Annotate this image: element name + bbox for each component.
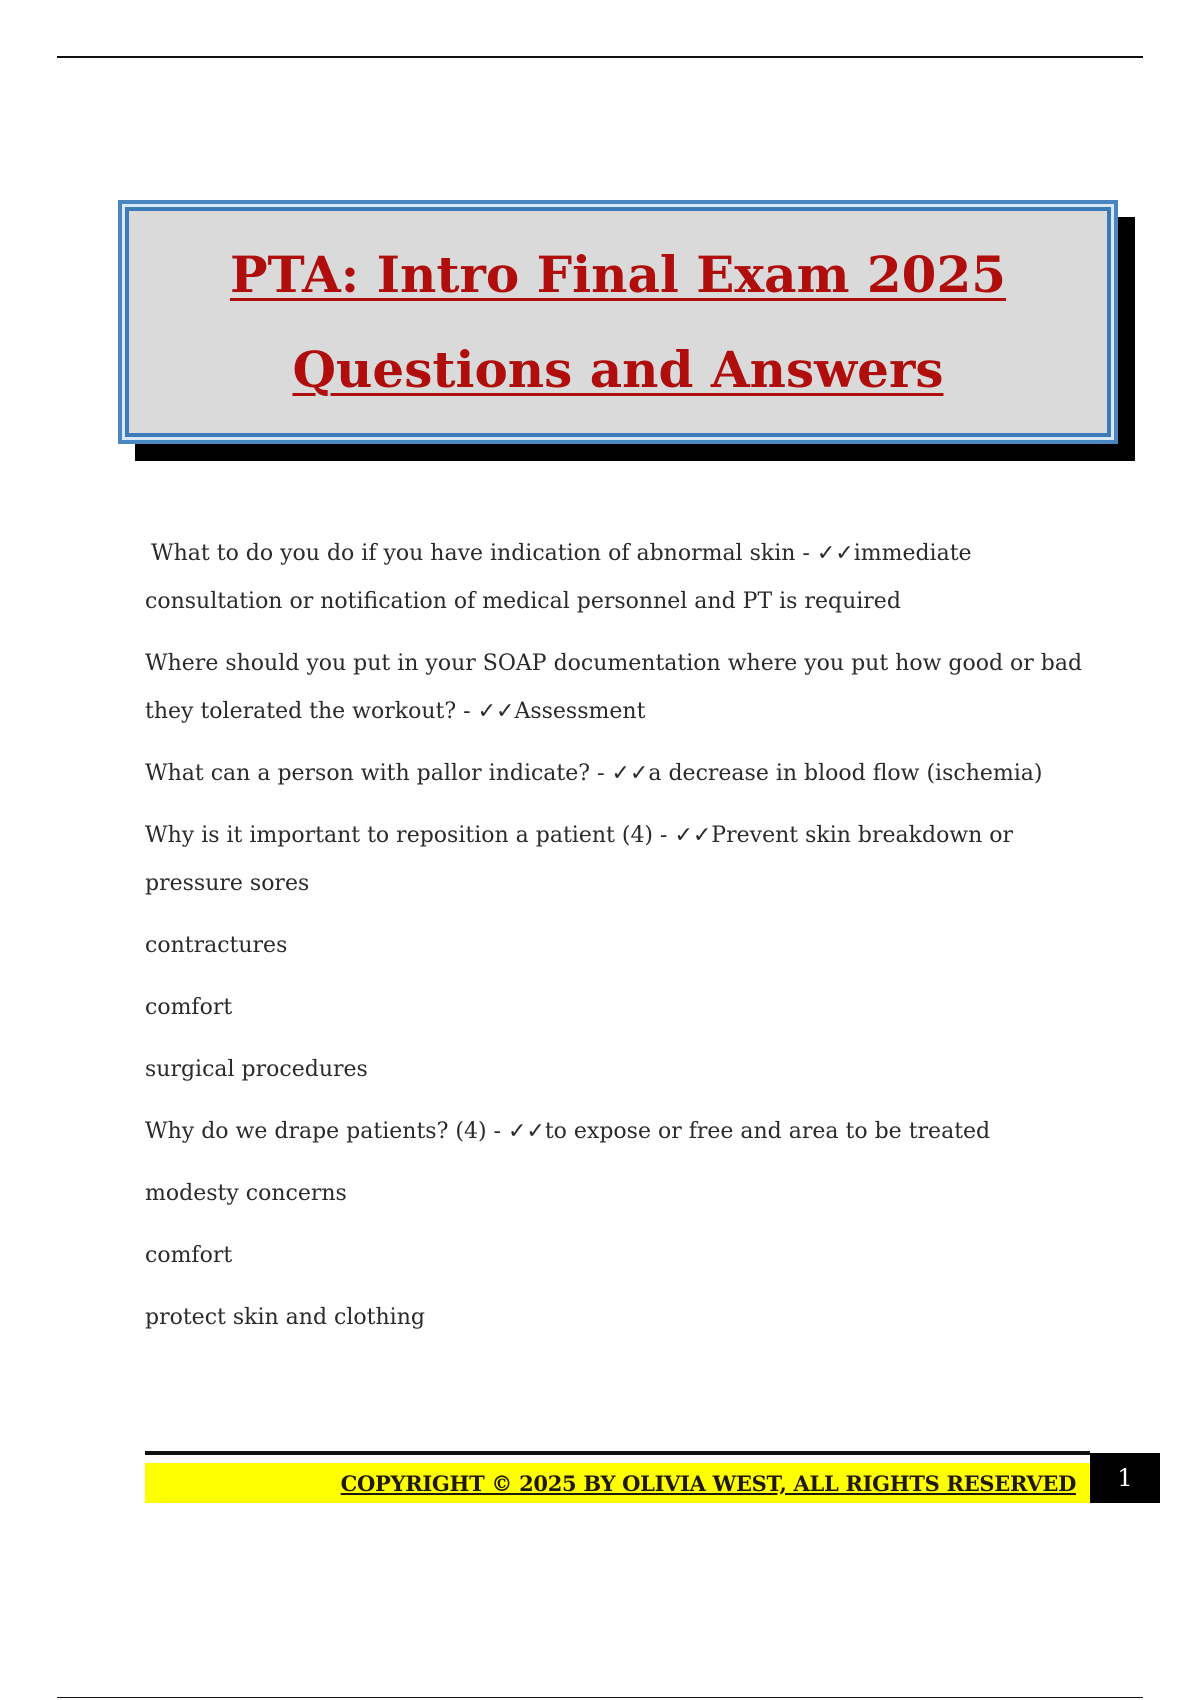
page-footer <box>145 1451 1160 1507</box>
qa-item-4: Why is it important to reposition a patient (4) - ✓✓Prevent skin breakdown or pressure sores <box>145 823 1014 896</box>
footer-bottom-rule <box>57 1697 1143 1698</box>
qa-item-5: Why do we drape patients? (4) - ✓✓to expose or free and area to be treated <box>145 1119 991 1144</box>
document-title-line-2: Questions and Answers <box>292 340 944 399</box>
page-number: 1 <box>1090 1453 1160 1503</box>
copyright-text: COPYRIGHT © 2025 BY OLIVIA WEST, ALL RIGHTS RESERVED <box>340 1470 1076 1496</box>
qa-item-5-answer-line: protect skin and clothing <box>145 1305 425 1330</box>
qa-item-4-answer-line: comfort <box>145 995 233 1020</box>
qa-item-4-answer-line: surgical procedures <box>145 1057 368 1082</box>
qa-item-5-answer-line: comfort <box>145 1243 233 1268</box>
title-banner <box>118 200 1118 460</box>
qa-item-3: What can a person with pallor indicate? - ✓✓a decrease in blood flow (ischemia) <box>145 761 1043 786</box>
qa-item-5-answer-line: modesty concerns <box>145 1181 347 1206</box>
header-rule <box>57 56 1143 58</box>
qa-item-4-answer-line: contractures <box>145 933 288 958</box>
qa-item-1: What to do you do if you have indication of abnormal skin - ✓✓immediate consultation or notification of medical personnel and PT is required <box>145 541 972 614</box>
title-banner-inner <box>129 211 1107 433</box>
qa-item-2: Where should you put in your SOAP documentation where you put how good or bad they tolerated the workout? - ✓✓Assessment <box>145 651 1083 724</box>
footer-rule <box>145 1451 1090 1455</box>
title-banner-frame <box>118 200 1118 444</box>
document-title-line-1: PTA: Intro Final Exam 2025 <box>229 245 1007 304</box>
qa-content <box>145 530 1105 1356</box>
copyright-banner <box>145 1463 1090 1503</box>
